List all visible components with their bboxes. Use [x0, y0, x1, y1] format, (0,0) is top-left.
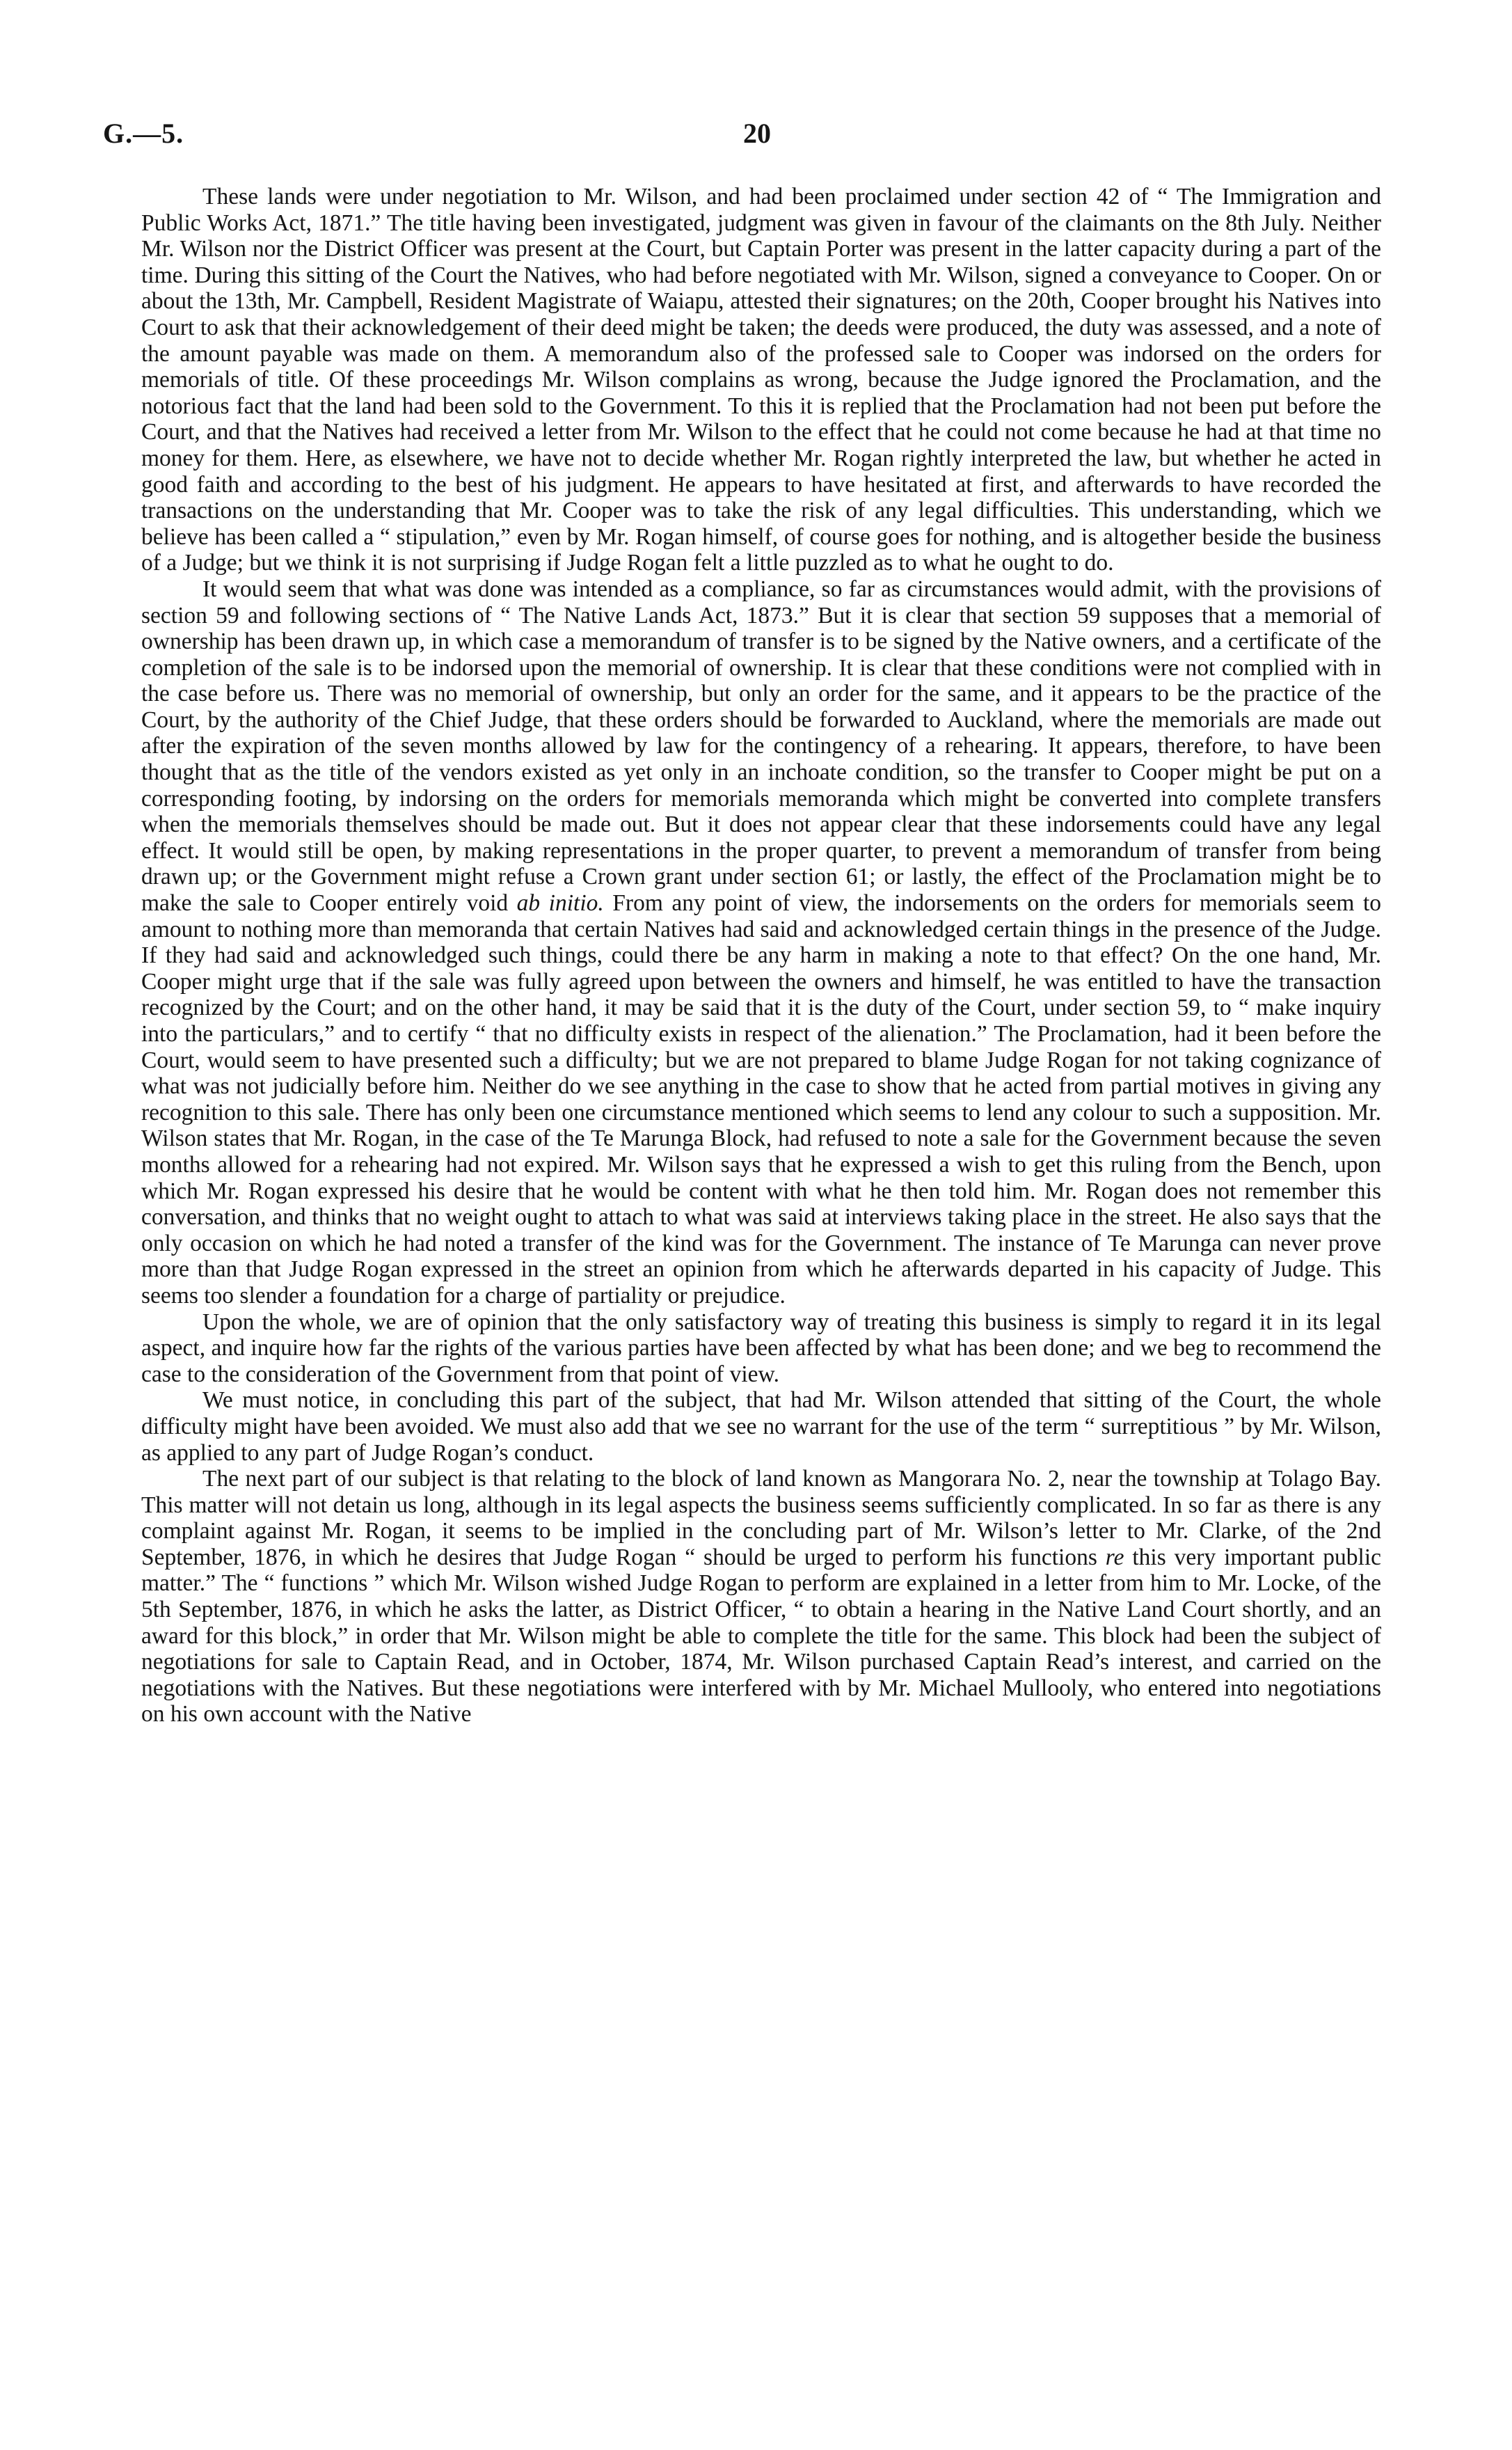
page-header	[103, 117, 1386, 159]
paragraph	[141, 184, 1381, 576]
italic-text: ab initio.	[516, 890, 604, 917]
paragraph	[141, 1309, 1381, 1388]
paragraph-text: The next part of our subject is that relating to the block of land known as Mangorara No. 2, near the township at Tolago Bay. This matter will not detain us long, although in its legal aspects the business seems sufficiently complicated. In so far as there is any complaint against Mr. Rogan, it seems to be implied in the concluding part of Mr. Wilson’s letter to Mr. Clarke, of the 2nd September, 1876, in which he desires that Judge Rogan “ should be urged to perform his functions	[141, 1466, 1381, 1570]
paragraph	[141, 576, 1381, 1309]
paragraph	[141, 1466, 1381, 1728]
paragraph-text: Upon the whole, we are of opinion that the only satisfactory way of treating this business is simply to regard it in its legal aspect, and inquire how far the rights of the various parties have been affected by what has been done; and we beg to recommend the case to the consideration of the Government from that point of view.	[141, 1309, 1381, 1387]
document-reference: G.—5.	[103, 118, 184, 149]
paragraph-text: We must notice, in concluding this part of the subject, that had Mr. Wilson attended that sitting of the Court, the whole difficulty might have been avoided. We must also add that we see no warrant for the use of the term “ surreptitious ” by Mr. Wilson, as applied to any part of Judge Rogan’s conduct.	[141, 1387, 1381, 1466]
page-number: 20	[743, 118, 771, 149]
paragraph-text: These lands were under negotiation to Mr. Wilson, and had been proclaimed under section 42 of “ The Immigration and Public Works Act, 1871.” The title having been investigated, judgment was given in favour of the claimants on the 8th July. Neither Mr. Wilson nor the District Officer was present at the Court, but Captain Porter was present in the latter capacity during a part of the time. During this sitting of the Court the Natives, who had before negotiated with Mr. Wilson, signed a conveyance to Cooper. On or about the 13th, Mr. Campbell, Resident Magistrate of Waiapu, attested their signatures; on the 20th, Cooper brought his Natives into Court to ask that their acknowledgement of their deed might be taken; the deeds were produced, the duty was assessed, and a note of the amount payable was made on them. A memorandum also of the professed sale to Cooper was indorsed on the orders for memorials of title. Of these proceedings Mr. Wilson complains as wrong, because the Judge ignored the Proclamation, and the notorious fact that the land had been sold to the Government. To this it is replied that the Proclamation had not been put before the Court, and that the Natives had received a letter from Mr. Wilson to the effect that he could not come because he had at that time no money for them. Here, as elsewhere, we have not to decide whether Mr. Rogan rightly interpreted the law, but whether he acted in good faith and according to the best of his judgment. He appears to have hesitated at first, and afterwards to have recorded the transactions on the understanding that Mr. Cooper was to take the risk of any legal difficulties. This understanding, which we believe has been called a “ stipulation,” even by Mr. Rogan himself, of course goes for nothing, and is altogether beside the business of a Judge; but we think it is not surprising if Judge Rogan felt a little puzzled as to what he ought to do.	[141, 184, 1381, 576]
paragraph-text: this very important public matter.” The “ functions ” which Mr. Wilson wished Judge Rogan to perform are explained in a letter from him to Mr. Locke, of the 5th September, 1876, in which he asks the latter, as District Officer, “ to obtain a hearing in the Native Land Court shortly, and an award for this block,” in order that Mr. Wilson might be able to complete the title for the same. This block had been the subject of negotiations for sale to Captain Read, and in October, 1874, Mr. Wilson purchased Captain Read’s interest, and carried on the negotiations with the Natives. But these negotiations were interfered with by Mr. Michael Mullooly, who entered into negotiations on his own account with the Native	[141, 1544, 1382, 1728]
paragraph-text: It would seem that what was done was intended as a compliance, so far as circumstances would admit, with the provisions of section 59 and following sections of “ The Native Lands Act, 1873.” But it is clear that section 59 supposes that a memorial of ownership has been drawn up, in which case a memorandum of transfer is to be signed by the Native owners, and a certificate of the completion of the sale is to be indorsed upon the memorial of ownership. It is clear that these conditions were not complied with in the case before us. There was no memorial of ownership, but only an order for the same, and it appears to be the practice of the Court, by the authority of the Chief Judge, that these orders should be forwarded to Auckland, where the memorials are made out after the expiration of the seven months allowed by law for the contingency of a rehearing. It appears, therefore, to have been thought that as the title of the vendors existed as yet only in an inchoate condition, so the transfer to Cooper might be put on a corresponding footing, by indorsing on the orders for memorials memoranda which might be converted into complete transfers when the memorials themselves should be made out. But it does not appear clear that these indorsements could have any legal effect. It would still be open, by making representations in the proper quarter, to prevent a memorandum of transfer from being drawn up; or the Government might refuse a Crown grant under section 61; or lastly, the effect of the Proclamation might be to make the sale to Cooper entirely void	[141, 576, 1381, 917]
paragraph	[141, 1387, 1381, 1466]
italic-text: re	[1105, 1544, 1124, 1570]
paragraph-text: From any point of view, the indorsements on the orders for memorials seem to amount to nothing more than memoranda that certain Natives had said and acknowledged certain things in the presence of the Judge. If they had said and acknowledged such things, could there be any harm in making a note to that effect? On the one hand, Mr. Cooper might urge that if the sale was fully agreed upon between the owners and himself, he was entitled to have the transaction recognized by the Court; and on the other hand, it may be said that it is the duty of the Court, under section 59, to “ make inquiry into the particulars,” and to certify “ that no difficulty exists in respect of the alienation.” The Proclamation, had it been before the Court, would seem to have presented such a difficulty; but we are not prepared to blame Judge Rogan for not taking cognizance of what was not judicially before him. Neither do we see anything in the case to show that he acted from partial motives in giving any recognition to this sale. There has only been one circumstance mentioned which seems to lend any colour to such a supposition. Mr. Wilson states that Mr. Rogan, in the case of the Te Marunga Block, had refused to note a sale for the Government because the seven months allowed for a rehearing had not expired. Mr. Wilson says that he expressed a wish to get this ruling from the Bench, upon which Mr. Rogan expressed his desire that he would be content with what he then told him. Mr. Rogan does not remember this conversation, and thinks that no weight ought to attach to what was said at interviews taking place in the street. He also says that the only occasion on which he had noted a transfer of the kind was for the Government. The instance of Te Marunga can never prove more than that Judge Rogan expressed in the street an opinion from which he afterwards departed in his capacity of Judge. This seems too slender a foundation for a charge of partiality or prejudice.	[141, 890, 1382, 1309]
body-text	[141, 184, 1381, 1728]
